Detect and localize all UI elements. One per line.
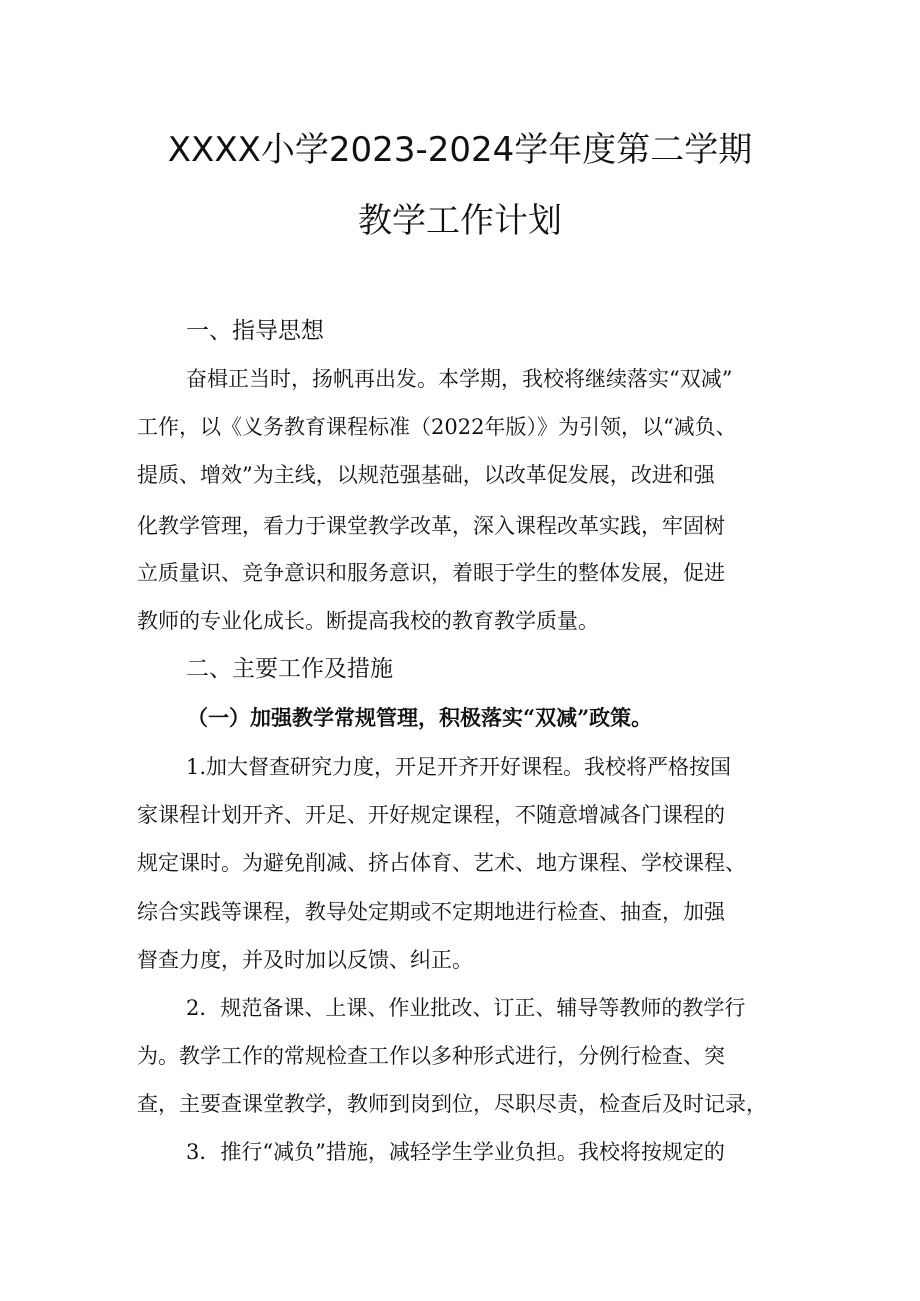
section1-heading: 一、指导思想 — [186, 318, 324, 344]
paragraph-line: 综合实践等课程，教导处定期或不定期地进行检查、抽查，加强 — [137, 900, 725, 924]
paragraph-line: 督查力度，并及时加以反馈、纠正。 — [137, 948, 473, 972]
section2-subheading: （一）加强教学常规管理，积极落实“双减”政策。 — [187, 705, 653, 730]
paragraph-line: 为。教学工作的常规检查工作以多种形式进行，分例行检查、突 — [137, 1044, 725, 1068]
paragraph-line: 3．推行“减负”措施，减轻学生学业负担。我校将按规定的 — [186, 1140, 725, 1164]
paragraph-line: 教师的专业化成长。断提高我校的教育教学质量。 — [137, 609, 599, 633]
paragraph-line: 1.加大督查研究力度，开足开齐开好课程。我校将严格按国 — [186, 755, 732, 779]
paragraph-line: 化教学管理，看力于课堂教学改革，深入课程改革实践，牢固树 — [137, 514, 725, 538]
paragraph-line: 规定课时。为避免削减、挤占体育、艺术、地方课程、学校课程、 — [137, 851, 746, 875]
paragraph-line: 奋楫正当时，扬帆再出发。本学期，我校将继续落实“双减” — [186, 367, 733, 391]
paragraph-line: 查，主要查课堂教学，教师到岗到位，尽职尽责，检查后及时记录， — [137, 1092, 767, 1116]
section2-heading: 二、主要工作及措施 — [186, 656, 393, 682]
paragraph-line: 立质量识、竞争意识和服务意识，着眼于学生的整体发展，促进 — [137, 561, 725, 585]
paragraph-line: 家课程计划开齐、开足、开好规定课程，不随意增减各门课程的 — [137, 803, 725, 827]
paragraph-line: 工作，以《义务教育课程标准（2022年版）》为引领，以“减负、 — [137, 415, 737, 439]
document-title-line2: 教学工作计划 — [358, 201, 562, 241]
document-title-line1: XXXX小学2023-2024学年度第二学期 — [167, 130, 753, 170]
paragraph-line: 2．规范备课、上课、作业批改、订正、辅导等教师的教学行 — [186, 996, 746, 1020]
paragraph-line: 提质、增效”为主线，以规范强基础，以改革促发展，改进和强 — [137, 463, 715, 487]
